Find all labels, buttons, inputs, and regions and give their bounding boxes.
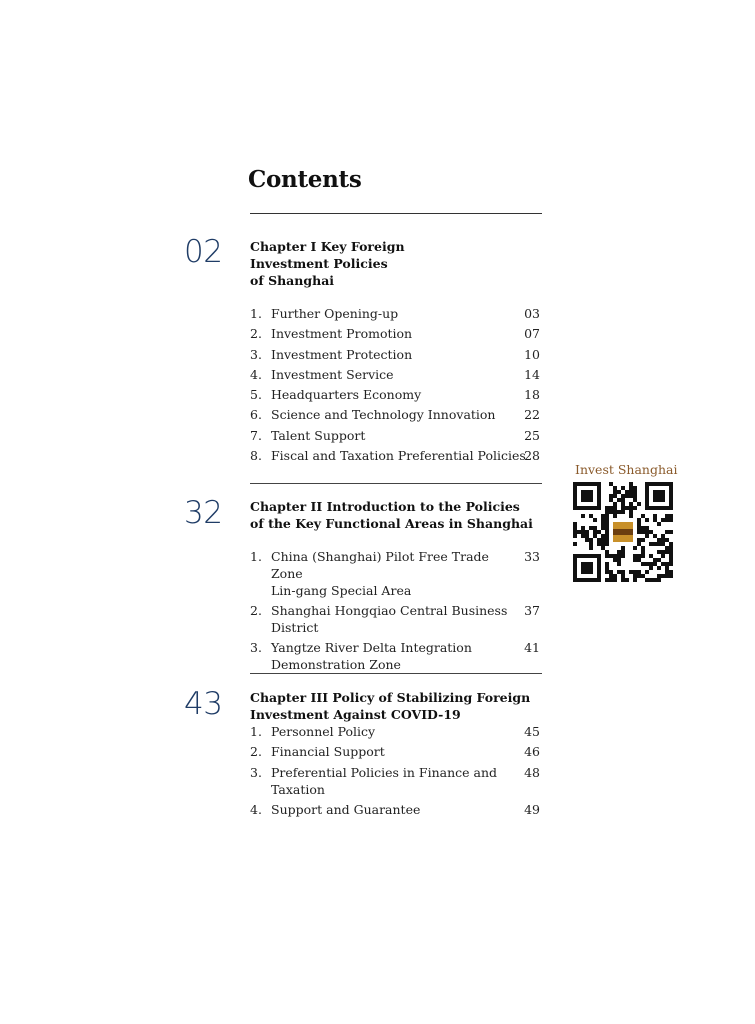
toc-item[interactable] (250, 801, 542, 818)
toc-item-page: 46 (524, 744, 540, 760)
chapter-3-title-line: Chapter III Policy of Stabilizing Foreign (250, 690, 531, 705)
toc-item[interactable] (250, 346, 542, 363)
chapter-3-title-line: Investment Against COVID-19 (250, 707, 461, 722)
toc-item-page: 10 (524, 346, 540, 362)
toc-item[interactable] (250, 325, 542, 342)
toc-item-number: 6. (250, 407, 262, 423)
chapter-1-number: 02 (184, 234, 223, 270)
toc-item-page: 49 (524, 801, 540, 817)
toc-item-text-line: Yangtze River Delta Integration (271, 640, 472, 655)
toc-item-page: 07 (524, 326, 540, 342)
toc-item-page: 37 (524, 603, 540, 618)
toc-item-text (271, 764, 542, 798)
toc-item[interactable] (250, 743, 542, 760)
title-rule (250, 213, 542, 214)
toc-item-number: 3. (250, 346, 262, 362)
toc-item[interactable] (250, 447, 542, 464)
toc-item-text: Personnel Policy (271, 724, 376, 739)
qr-label: Invest Shanghai (575, 462, 678, 477)
chapter-1-title-line: of Shanghai (250, 273, 335, 288)
toc-item-text: Investment Service (271, 366, 394, 382)
chapter-1-list (250, 305, 542, 464)
chapter-3-list (250, 723, 542, 818)
toc-item-text: Support and Guarantee (271, 801, 421, 817)
toc-item-page: 18 (524, 387, 540, 403)
toc-item-number: 7. (250, 427, 262, 443)
toc-item-page: 28 (524, 448, 540, 464)
toc-item-text-line: Demonstration Zone (271, 657, 401, 672)
toc-item-text: Headquarters Economy (271, 387, 422, 403)
chapter-1-title-line: Investment Policies (250, 256, 388, 271)
toc-item-number: 3. (250, 640, 262, 655)
toc-item-text: Talent Support (271, 427, 366, 443)
toc-item-number: 4. (250, 366, 262, 382)
chapter-2-number: 32 (184, 495, 223, 531)
toc-item-page: 25 (524, 427, 540, 443)
toc-item[interactable] (250, 305, 542, 322)
toc-item-text: Science and Technology Innovation (271, 407, 496, 423)
toc-item[interactable] (250, 366, 542, 383)
toc-item[interactable] (250, 548, 542, 599)
chapter-2-list (250, 548, 542, 673)
toc-item-number: 2. (250, 326, 262, 342)
chapter-2-rule (250, 673, 542, 674)
qr-code-icon[interactable] (573, 482, 673, 582)
toc-item-number: 2. (250, 744, 262, 760)
chapter-1-rule (250, 483, 542, 484)
toc-item-page: 45 (524, 724, 540, 739)
chapter-2-title (250, 498, 540, 532)
toc-item-number: 8. (250, 448, 262, 464)
chapter-2-title-line: of the Key Functional Areas in Shanghai (250, 516, 533, 531)
toc-item-page: 48 (524, 764, 540, 780)
toc-item-text-line: China (Shanghai) Pilot Free Trade Zone (271, 549, 489, 581)
toc-item[interactable] (250, 427, 542, 444)
toc-item[interactable] (250, 764, 542, 798)
toc-item-text-line: District (271, 620, 319, 635)
toc-item-page: 22 (524, 407, 540, 423)
toc-item-number: 1. (250, 549, 262, 564)
chapter-3-number: 43 (184, 686, 223, 722)
toc-item[interactable] (250, 602, 542, 636)
toc-item-page: 14 (524, 366, 540, 382)
toc-item-text: Financial Support (271, 744, 385, 760)
chapter-3-title (250, 689, 540, 723)
toc-item-text: Investment Protection (271, 346, 413, 362)
toc-item[interactable] (250, 723, 542, 740)
toc-item-text (271, 639, 542, 673)
toc-item-text-line: Preferential Policies in Finance and (271, 764, 498, 780)
toc-item-text: Further Opening-up (271, 306, 399, 321)
toc-item[interactable] (250, 639, 542, 673)
toc-item-text: Investment Promotion (271, 326, 413, 342)
toc-item[interactable] (250, 406, 542, 423)
toc-item-number: 1. (250, 724, 262, 739)
toc-item-number: 3. (250, 764, 262, 780)
toc-item-text-line: Taxation (271, 781, 325, 797)
chapter-2-title-line: Chapter II Introduction to the Policies (250, 499, 520, 514)
toc-item-text-line: Shanghai Hongqiao Central Business (271, 603, 508, 618)
toc-item-text (271, 548, 542, 599)
toc-item[interactable] (250, 386, 542, 403)
chapter-1-title-line: Chapter I Key Foreign (250, 239, 405, 254)
toc-item-page: 03 (524, 306, 540, 321)
page-title: Contents (248, 166, 362, 193)
toc-item-page: 41 (524, 640, 540, 655)
toc-item-number: 1. (250, 306, 262, 321)
toc-item-number: 4. (250, 801, 262, 817)
toc-item-text: Fiscal and Taxation Preferential Policies (271, 448, 526, 464)
toc-item-number: 5. (250, 387, 262, 403)
toc-item-text (271, 602, 542, 636)
toc-item-page: 33 (524, 549, 540, 564)
chapter-1-title (250, 238, 540, 289)
toc-item-text-line: Lin-gang Special Area (271, 583, 412, 598)
toc-item-number: 2. (250, 603, 262, 618)
